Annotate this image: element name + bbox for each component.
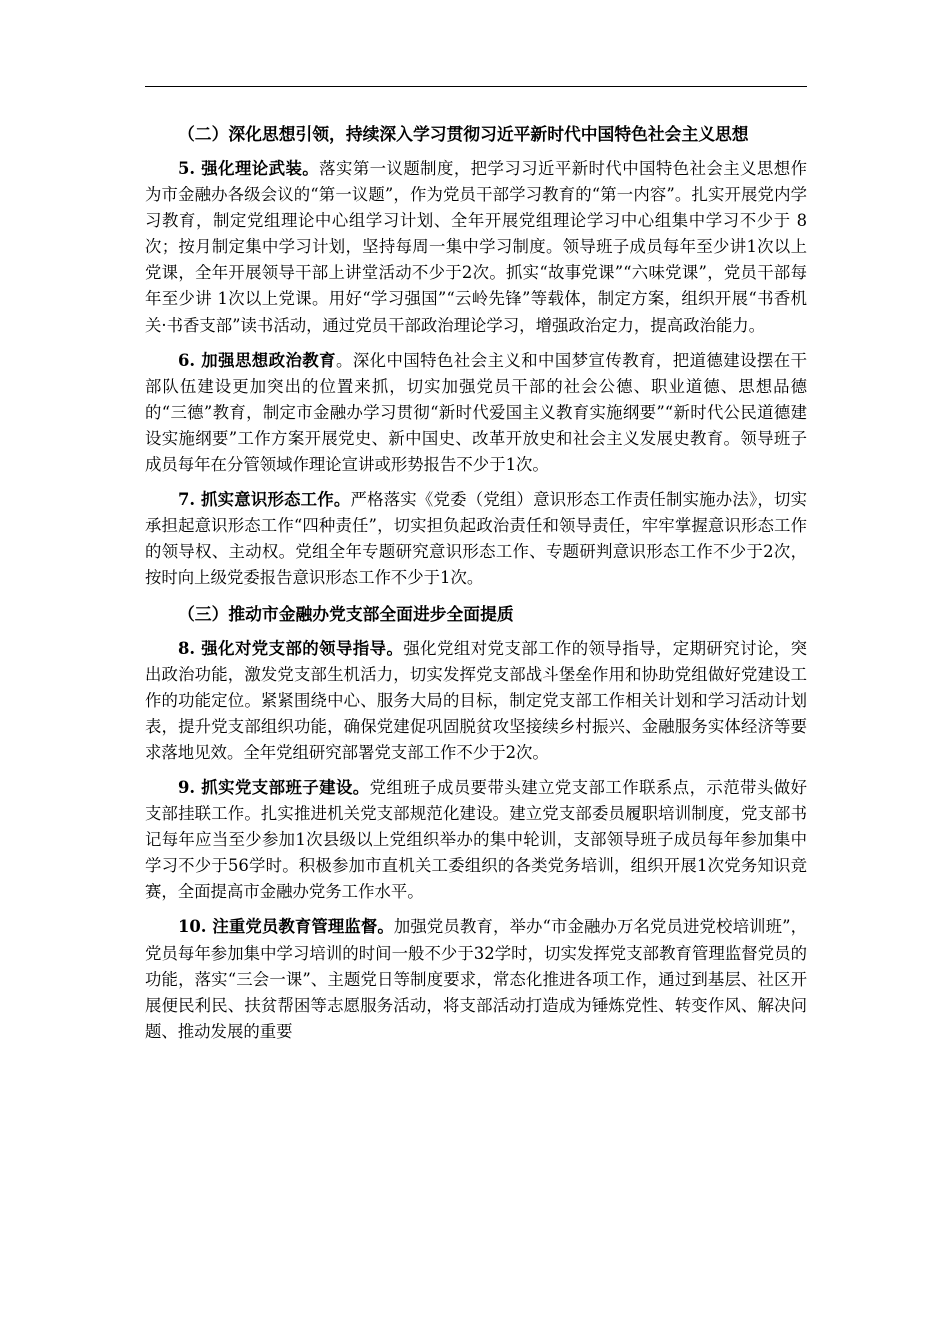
section-heading-2: （二）深化思想引领，持续深入学习贯彻习近平新时代中国特色社会主义思想 [178, 124, 749, 144]
paragraph-7-lead: 7. 抓实意识形态工作。 [178, 490, 351, 510]
paragraph-9 [145, 775, 807, 905]
paragraph-8-text: 强化党组对党支部工作的领导指导，定期研究讨论，突出政治功能，激发党支部生机活力，切实发挥党支部战斗堡垒作用和协助党组做好党建设工作的功能定位。紧紧围绕中心、服务大局的目标，制定党支部工作相关计划和学习活动计划表，提升党支部组织功能，确保党建促巩固脱贫攻坚接续乡村振兴、金融服务实体经济等要求落地见效。全年党组研究部署党支部工作不少于2次。 [145, 638, 807, 762]
paragraph-7-text: 严格落实《党委（党组）意识形态工作责任制实施办法》，切实承担起意识形态工作“四种责任”，切实担负起政治责任和领导责任，牢牢掌握意识形态工作的领导权、主动权。党组全年专题研究意识形态工作、专题研判意识形态工作不少于2次，按时向上级党委报告意识形态工作不少于1次。 [145, 490, 807, 588]
paragraph-10 [145, 914, 807, 1044]
header-rule [145, 86, 807, 87]
paragraph-6-lead: 6. 加强思想政治教育 [178, 350, 336, 370]
paragraph-10-lead: 10. 注重党员教育管理监督。 [178, 917, 394, 937]
paragraph-7 [145, 487, 807, 591]
paragraph-8 [145, 636, 807, 766]
paragraph-5 [145, 156, 807, 339]
paragraph-5-text: 落实第一议题制度，把学习习近平新时代中国特色社会主义思想作为市金融办各级会议的“第一议题”，作为党员干部学习教育的“第一内容”。扎实开展党内学习教育，制定党组理论中心组学习计划、全年开展党组理论学习中心组集中学习不少于 8次；按月制定集中学习计划，坚持每周一集中学习制度。领导班子成员每年至少讲1次以上党课，全年开展领导干部上讲堂活动不少于2次。抓实“故事党课”“六味党课”，党员干部每年至少讲 1次以上党课。用好“学习强国”“云岭先锋”等载体，制定方案，组织开展“书香机关·书香支部”读书活动，通过党员干部政治理论学习，增强政治定力，提高政治能力。 [145, 159, 807, 335]
paragraph-8-lead: 8. 强化对党支部的领导指导。 [178, 638, 404, 658]
paragraph-9-text: 党组班子成员要带头建立党支部工作联系点，示范带头做好支部挂联工作。扎实推进机关党支部规范化建设。建立党支部委员履职培训制度，党支部书记每年应当至少参加1次县级以上党组织举办的集中轮训，支部领导班子成员每年参加集中学习不少于56学时。积极参加市直机关工委组织的各类党务培训，组织开展1次党务知识竞赛，全面提高市金融办党务工作水平。 [145, 777, 807, 902]
paragraph-9-lead: 9. 抓实党支部班子建设。 [178, 777, 370, 797]
paragraph-5-lead: 5. 强化理论武装。 [178, 159, 320, 178]
paragraph-10-text: 加强党员教育，举办“市金融办万名党员进党校培训班”，党员每年参加集中学习培训的时间一般不少于32学时，切实发挥党支部教育管理监督党员的功能，落实“三会一课”、主题党日等制度要求，常态化推进各项工作，通过到基层、社区开展便民利民、扶贫帮困等志愿服务活动，将支部活动打造成为锤炼党性、转变作风、解决问题、推动发展的重要 [145, 917, 807, 1041]
document-page [145, 86, 807, 1054]
paragraph-6 [145, 348, 807, 478]
section-heading-3: （三）推动市金融办党支部全面进步全面提质 [178, 603, 514, 624]
paragraph-6-text: 。深化中国特色社会主义和中国梦宣传教育，把道德建设摆在干部队伍建设更加突出的位置来抓，切实加强党员干部的社会公德、职业道德、思想品德的“三德”教育，制定市金融办学习贯彻“新时代爱国主义教育实施纲要”“新时代公民道德建设实施纲要”工作方案开展党史、新中国史、改革开放史和社会主义发展史教育。领导班子成员每年在分管领域作理论宣讲或形势报告不少于1次。 [145, 350, 808, 475]
